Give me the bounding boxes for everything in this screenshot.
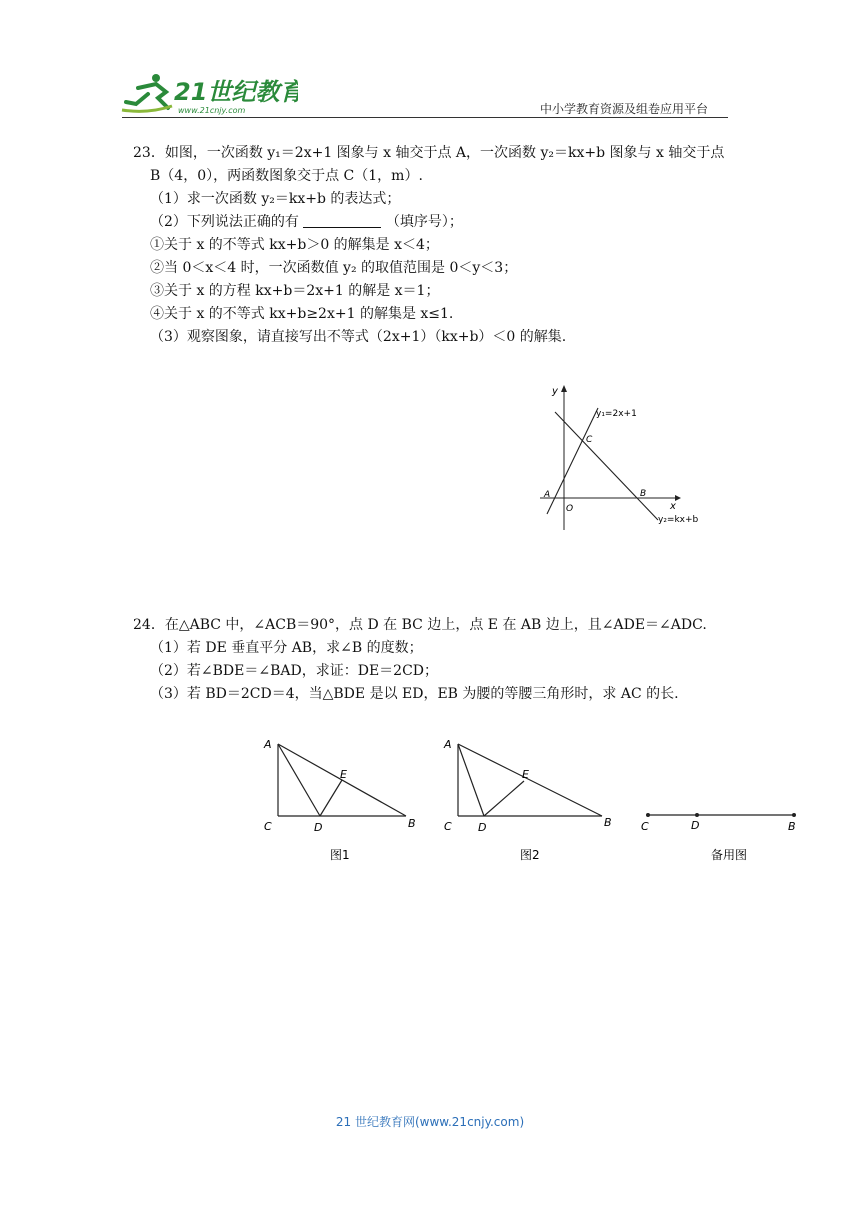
runner-logo-icon xyxy=(118,70,298,118)
spare-caption: 备用图 xyxy=(711,848,748,862)
fig1-label-d: D xyxy=(314,821,323,834)
header-divider xyxy=(122,117,728,118)
point-a-label: A xyxy=(544,490,551,500)
q24-part3: （3）若 BD＝2CD＝4，当△BDE 是以 ED，EB 为腰的等腰三角形时，求 AC 的长. xyxy=(150,686,679,702)
q23-part3: （3）观察图象，请直接写出不等式（2x+1）（kx+b）＜0 的解集. xyxy=(150,329,567,345)
fig1-label-b: B xyxy=(408,817,416,830)
q23-part1: （1）求一次函数 y₂＝kx+b 的表达式； xyxy=(150,191,401,207)
q23-part2-suffix: （填序号）； xyxy=(385,214,463,230)
q23-option3: ③关于 x 的方程 kx+b＝2x+1 的解是 x＝1； xyxy=(150,283,440,299)
q24-part2: （2）若∠BDE＝∠BAD，求证：DE＝2CD； xyxy=(150,663,439,679)
q23-part2-prefix: （2）下列说法正确的有 xyxy=(150,214,299,230)
answer-blank[interactable] xyxy=(303,213,381,228)
fig1-label-c: C xyxy=(264,820,272,833)
q23-line1: 23．如图，一次函数 y₁＝2x+1 图象与 x 轴交于点 A，一次函数 y₂＝kx+b 图象与 x 轴交于点 xyxy=(133,145,725,161)
y2-line-label: y₂=kx+b xyxy=(658,515,699,525)
fig2-label-d: D xyxy=(478,821,487,834)
logo-url-text: www.21cnjy.com xyxy=(178,106,246,115)
point-b-label: B xyxy=(640,489,647,499)
origin-label: O xyxy=(566,504,574,514)
spare-label-c: C xyxy=(641,820,649,833)
fig1-label-a: A xyxy=(264,738,272,751)
fig2-label-b: B xyxy=(604,816,612,829)
coordinate-graph xyxy=(530,380,720,540)
point-c-label: C xyxy=(586,435,593,445)
fig1-caption: 图1 xyxy=(330,848,350,862)
y1-line-label: y₁=2x+1 xyxy=(596,409,637,419)
spare-label-b: B xyxy=(788,820,796,833)
q23-line2: B（4，0），两函数图象交于点 C（1，m）. xyxy=(150,168,423,184)
q24-part1: （1）若 DE 垂直平分 AB，求∠B 的度数； xyxy=(150,640,423,656)
fig2-label-e: E xyxy=(522,768,529,781)
figure-2 xyxy=(438,732,618,871)
site-logo xyxy=(118,70,298,118)
fig2-label-c: C xyxy=(444,820,452,833)
figure-1 xyxy=(258,732,428,871)
q23-option2: ②当 0＜x＜4 时，一次函数值 y₂ 的取值范围是 0＜y＜3； xyxy=(150,260,518,276)
spare-figure xyxy=(636,732,816,871)
y-axis-label: y xyxy=(552,386,558,397)
y-axis-arrow xyxy=(561,385,567,392)
q23-option4: ④关于 x 的不等式 kx+b≥2x+1 的解集是 x≤1. xyxy=(150,306,454,322)
segment-figure xyxy=(636,732,816,867)
q23-part2 xyxy=(150,211,463,231)
logo-text: 21世纪教育 xyxy=(174,78,298,106)
q23-function-graph xyxy=(530,380,720,544)
fig1-label-e: E xyxy=(340,768,347,781)
triangle-figure-1 xyxy=(258,732,428,867)
q23-option1: ①关于 x 的不等式 kx+b＞0 的解集是 x＜4； xyxy=(150,237,439,253)
x-axis-label: x xyxy=(670,501,676,512)
spare-label-d: D xyxy=(691,819,700,832)
q24-line1: 24．在△ABC 中，∠ACB＝90°，点 D 在 BC 边上，点 E 在 AB 边上，且∠ADE＝∠ADC. xyxy=(133,617,707,633)
footer-link[interactable]: 21 世纪教育网(www.21cnjy.com) xyxy=(335,1115,525,1129)
fig2-label-a: A xyxy=(444,738,452,751)
header-tagline: 中小学教育资源及组卷应用平台 xyxy=(540,102,709,116)
fig2-caption: 图2 xyxy=(520,848,540,862)
triangle-figure-2 xyxy=(438,732,618,867)
